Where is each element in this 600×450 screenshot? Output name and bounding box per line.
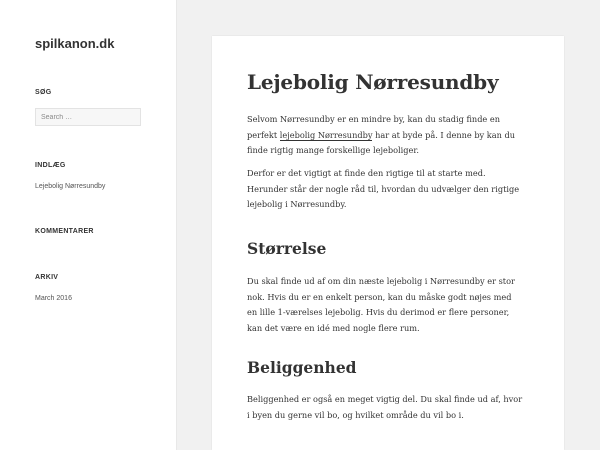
- paragraph-location: [247, 392, 547, 423]
- archive-widget-title: ARKIV: [35, 274, 59, 281]
- paragraph-size: [247, 274, 547, 336]
- recent-posts-widget-title: INDLÆG: [35, 162, 66, 169]
- paragraph-line: Selvom Nørresundby er en mindre by, kan du stadig finde en: [247, 114, 500, 124]
- paragraph-line: kan det være en idé med nogle flere rum.: [247, 322, 420, 333]
- paragraph-line: finde rigtig mange forskellige lejeboliger.: [247, 145, 419, 155]
- paragraph-line: perfekt: [247, 129, 280, 140]
- heading-size: Størrelse: [247, 239, 327, 258]
- sidebar: [0, 0, 177, 450]
- archive-link-march-2016[interactable]: March 2016: [35, 295, 72, 302]
- paragraph-line: har at byde på. I denne by kan du: [372, 129, 516, 140]
- paragraph-line: Beliggenhed er også en meget vigtig del. Du skal finde ud af, hvor: [247, 394, 523, 404]
- search-input[interactable]: [35, 108, 141, 126]
- paragraph-line: Derfor er det vigtigt at finde den rigtige til at starte med.: [247, 168, 486, 178]
- comments-widget-title: KOMMENTARER: [35, 228, 94, 235]
- site-title-link[interactable]: spilkanon.dk: [35, 36, 115, 51]
- paragraph-line: nok. Hvis du er en enkelt person, kan du måske godt nøjes med: [247, 291, 512, 302]
- paragraph-line: i byen du gerne vil bo, og hvilket område du vil bo i.: [247, 409, 464, 420]
- paragraph-line: Du skal finde ud af om din næste lejebolig i Nørresundby er stor: [247, 276, 515, 286]
- article-title: Lejebolig Nørresundby: [247, 70, 499, 94]
- paragraph-line: lejebolig i Nørresundby.: [247, 199, 347, 209]
- article-card: [212, 36, 564, 450]
- heading-location: Beliggenhed: [247, 358, 357, 377]
- paragraph-line: en lille 1-værelses lejebolig. Hvis du derimod er flere personer,: [247, 307, 510, 317]
- paragraph-line: Herunder står der nogle råd til, hvordan du udvælger den rigtige: [247, 183, 520, 194]
- search-widget-title: SØG: [35, 89, 52, 96]
- recent-post-link[interactable]: Lejebolig Nørresundby: [35, 183, 106, 190]
- paragraph-intro: [247, 112, 547, 159]
- paragraph-advice: [247, 166, 547, 213]
- lejebolig-link[interactable]: lejebolig Nørresundby: [279, 129, 373, 140]
